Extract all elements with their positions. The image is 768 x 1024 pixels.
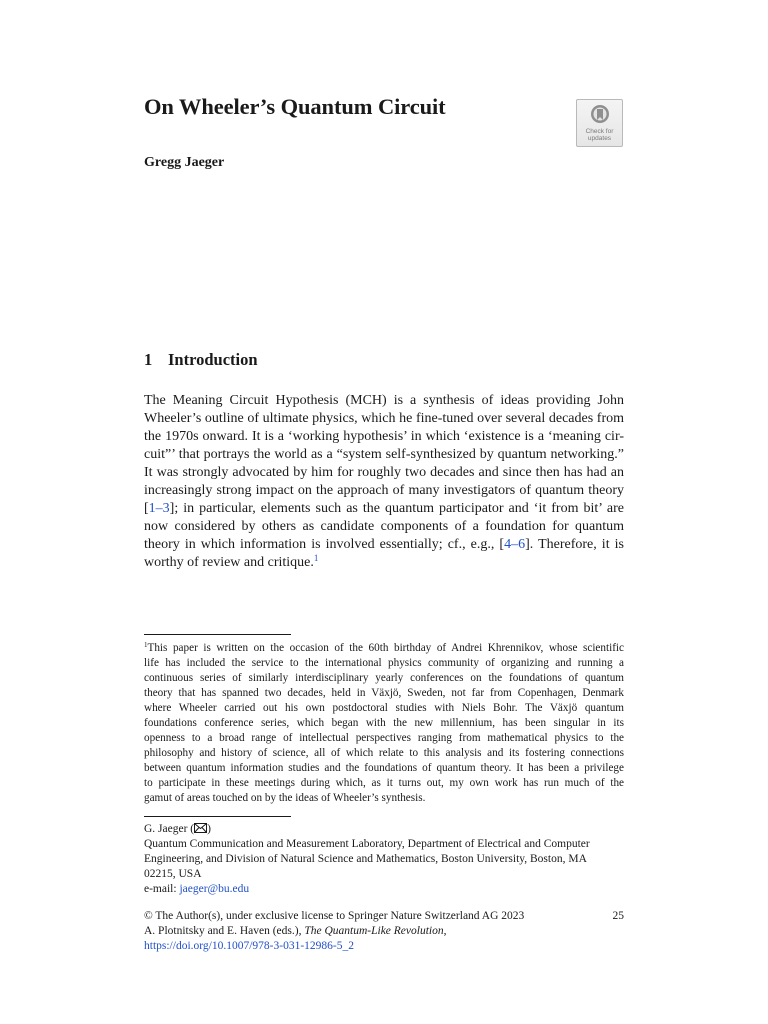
author-affiliation — [144, 822, 624, 897]
footnote-marker: 1 — [144, 641, 148, 649]
body-line: cuit”’ that portrays the world as a “system self-synthesized by quantum networking.” — [144, 447, 624, 462]
check-for-updates-badge[interactable] — [576, 99, 623, 147]
footnote-line: to participate in these meetings during which, as it turns out, my own work has run much of the — [144, 777, 624, 789]
paper-title: On Wheeler’s Quantum Circuit — [144, 94, 446, 119]
footnote-link-1[interactable]: 1 — [313, 553, 319, 563]
body-text-segment: ]; in particular, elements such as the quantum participator and ‘it from bit’ are — [169, 501, 624, 516]
book-title: The Quantum-Like Revolution — [304, 925, 444, 937]
email-line — [144, 882, 624, 897]
author-short-name: G. Jaeger ( — [144, 823, 195, 835]
bracket: [ — [144, 501, 149, 516]
doi-link[interactable]: https://doi.org/10.1007/978-3-031-12986-5_2 — [144, 940, 354, 952]
email-link[interactable]: jaeger@bu.edu — [179, 883, 250, 895]
affiliation-line: 02215, USA — [144, 868, 202, 880]
footnote-line: foundations conference series, which began with the new millennium, has been singular in its — [144, 717, 624, 729]
footnote-line: life has included the service to the international physics community of organizing and running a — [144, 657, 624, 669]
editors: A. Plotnitsky and E. Haven (eds.), — [144, 925, 305, 937]
body-text-segment: ]. Therefore, it is — [525, 537, 624, 552]
section-heading — [144, 350, 258, 370]
copyright-block — [144, 909, 624, 954]
author-contact-line — [144, 822, 624, 837]
copyright-line: © The Author(s), under exclusive license to Springer Nature Switzerland AG 2023 — [144, 910, 525, 922]
badge-line-1: Check for — [585, 128, 614, 135]
bookmark-icon — [590, 104, 610, 126]
page-number: 25 — [612, 910, 624, 922]
comma: , — [443, 925, 447, 937]
body-line: now considered by others as candidate components of a foundation for quantum — [144, 519, 624, 534]
footnote-line: between quantum information studies and the foundations of quantum theory. It has been a privilege — [144, 762, 624, 774]
paren-close: ) — [207, 823, 211, 835]
body-line: increasingly strong impact on the approach of many investigators of quantum theory — [144, 483, 624, 498]
email-label: e-mail: — [144, 883, 180, 895]
affiliation-line: Quantum Communication and Measurement Laboratory, Department of Electrical and Computer — [144, 838, 590, 850]
footnote-divider — [144, 634, 291, 635]
body-text-segment: theory in which information is involved essentially; cf., e.g., [ — [144, 537, 505, 552]
body-line: It was strongly advocated by him for roughly two decades and since then has had an — [144, 465, 624, 480]
author-name: Gregg Jaeger — [144, 155, 225, 170]
doi-line — [144, 939, 624, 954]
affiliation-line: Engineering, and Division of Natural Science and Mathematics, Boston University, Boston, MA — [144, 853, 587, 865]
section-number: 1 — [144, 350, 153, 369]
footnote-line: philosophy and history of science, all of which relate to this analysis and its fostering connections — [144, 747, 624, 759]
badge-line-2: updates — [587, 135, 612, 142]
body-line: the 1970s onward. It is a ‘working hypothesis’ in which ‘existence is a ‘meaning cir- — [144, 429, 624, 444]
footnote-text-segment: This paper is written on the occasion of the 60th birthday of Andrei Khrennikov, whose scientific — [147, 642, 624, 654]
book-citation-line — [144, 924, 624, 939]
footnote-line: where Wheeler carried out his own postdoctoral studies with Niels Bohr. The Växjö quantum — [144, 702, 624, 714]
envelope-icon — [194, 823, 207, 833]
body-line — [144, 554, 624, 572]
section-title: Introduction — [168, 350, 258, 369]
body-line: Wheeler’s outline of ultimate physics, which he fine-tuned over several decades from — [144, 411, 624, 426]
body-line: The Meaning Circuit Hypothesis (MCH) is a synthesis of ideas providing John — [144, 393, 624, 408]
footnote-line — [144, 641, 624, 656]
citation-link-1-3[interactable]: 1–3 — [148, 501, 170, 516]
affiliation-divider — [144, 816, 291, 817]
footnote-line: openness to a broad range of intellectual perspectives ranging from mathematical physics to the — [144, 732, 624, 744]
body-line — [144, 500, 624, 518]
body-text-segment: worthy of review and critique. — [144, 555, 314, 570]
footnote-line: theory that has spanned two decades, held in Växjö, Sweden, not far from Copenhagen, Denmark — [144, 687, 624, 699]
citation-link-4-6[interactable]: 4–6 — [504, 537, 526, 552]
body-line — [144, 536, 624, 554]
footnote — [144, 641, 624, 806]
footnote-line: continuous series of similarly interdisciplinary yearly conferences on the foundations of quantum — [144, 672, 624, 684]
footnote-line: gamut of areas touched on by the ideas of Wheeler’s synthesis. — [144, 792, 426, 804]
badge-label — [577, 128, 622, 142]
body-paragraph — [144, 392, 624, 572]
